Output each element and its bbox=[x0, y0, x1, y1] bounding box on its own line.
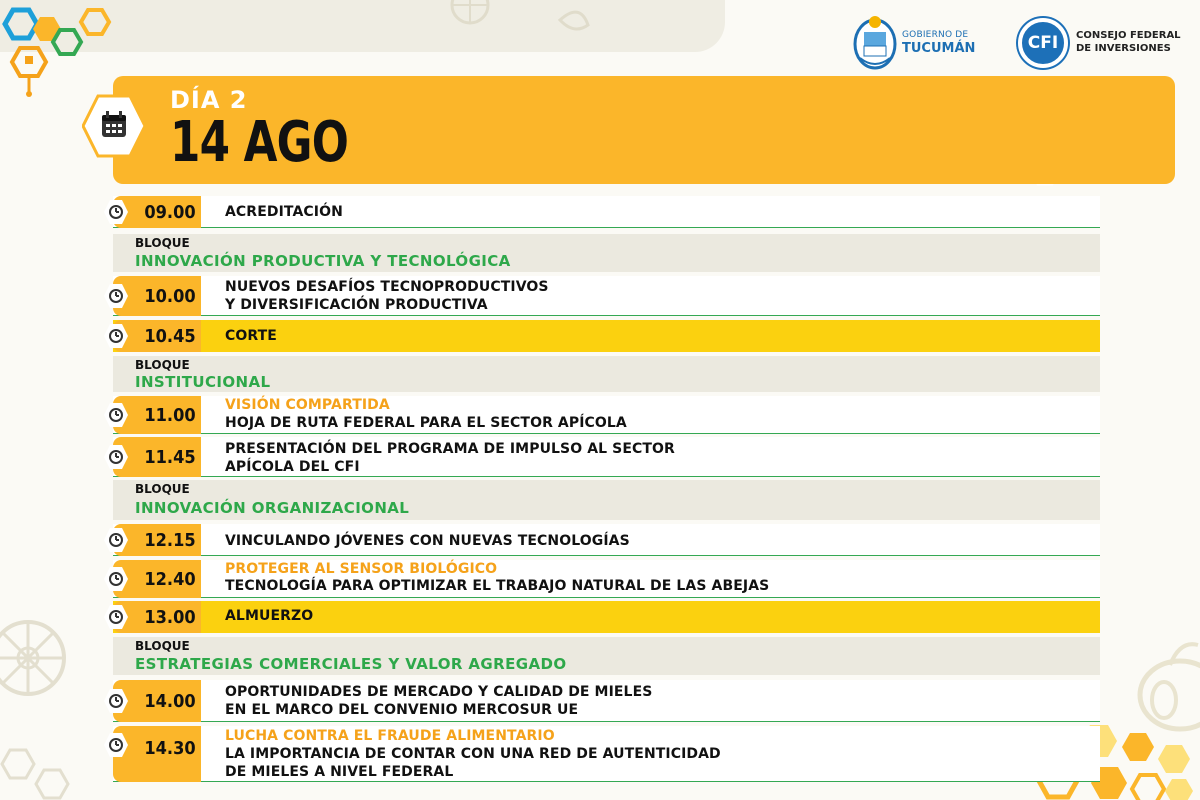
time-label: 11.45 bbox=[144, 447, 196, 468]
session-title-line1: LA IMPORTANCIA DE CONTAR CON UNA RED DE AUTENTICIDAD bbox=[225, 746, 721, 762]
clock-icon bbox=[103, 444, 129, 470]
clock-icon bbox=[103, 199, 129, 225]
schedule-row-lunch bbox=[113, 601, 1100, 633]
clock-icon bbox=[103, 402, 129, 428]
flower-decoration-top bbox=[450, 0, 590, 40]
time-label: 10.45 bbox=[144, 326, 196, 347]
time-label: 09.00 bbox=[144, 202, 196, 223]
schedule-row bbox=[113, 437, 1100, 477]
schedule-row bbox=[113, 524, 1100, 556]
clock-icon bbox=[103, 323, 129, 349]
session-title-line1: NUEVOS DESAFÍOS TECNOPRODUCTIVOS bbox=[225, 279, 549, 295]
schedule-row bbox=[113, 276, 1100, 316]
session-title-line2: EN EL MARCO DEL CONVENIO MERCOSUR UE bbox=[225, 702, 579, 718]
honeycomb-decoration-top-left bbox=[0, 0, 130, 100]
block-header bbox=[113, 480, 1100, 520]
block-label: BLOQUE bbox=[135, 358, 190, 372]
clock-icon bbox=[103, 688, 129, 714]
schedule-row bbox=[113, 196, 1100, 228]
logo-gobierno-tucuman bbox=[852, 12, 982, 70]
logo-cfi bbox=[1018, 18, 1188, 70]
time-label: 14.00 bbox=[144, 691, 196, 712]
session-subtitle: PROTEGER AL SENSOR BIOLÓGICO bbox=[225, 561, 498, 577]
clock-icon bbox=[103, 604, 129, 630]
block-name: INNOVACIÓN PRODUCTIVA Y TECNOLÓGICA bbox=[135, 252, 511, 270]
session-title: HOJA DE RUTA FEDERAL PARA EL SECTOR APÍCOLA bbox=[225, 415, 627, 431]
time-label: 14.30 bbox=[144, 738, 196, 759]
block-name: INSTITUCIONAL bbox=[135, 373, 271, 391]
clock-icon bbox=[103, 527, 129, 553]
date-label: 14 AGO bbox=[170, 110, 349, 175]
session-title: TECNOLOGÍA PARA OPTIMIZAR EL TRABAJO NATURAL DE LAS ABEJAS bbox=[225, 578, 770, 594]
session-subtitle: LUCHA CONTRA EL FRAUDE ALIMENTARIO bbox=[225, 728, 555, 744]
block-name: INNOVACIÓN ORGANIZACIONAL bbox=[135, 499, 410, 517]
schedule-row bbox=[113, 396, 1100, 434]
schedule-row-break bbox=[113, 320, 1100, 352]
clock-icon bbox=[103, 283, 129, 309]
session-title: CORTE bbox=[225, 328, 277, 344]
schedule-row bbox=[113, 560, 1100, 598]
schedule-row bbox=[113, 726, 1100, 782]
session-title-line1: OPORTUNIDADES DE MERCADO Y CALIDAD DE MIELES bbox=[225, 684, 653, 700]
block-label: BLOQUE bbox=[135, 482, 190, 496]
session-title: ALMUERZO bbox=[225, 608, 314, 624]
clock-icon bbox=[103, 566, 129, 592]
clock-icon bbox=[103, 732, 129, 758]
cfi-logo-line1: CONSEJO FEDERAL bbox=[1076, 30, 1181, 41]
time-label: 11.00 bbox=[144, 405, 196, 426]
tucuman-logo-line2: TUCUMÁN bbox=[902, 41, 976, 56]
block-label: BLOQUE bbox=[135, 639, 190, 653]
schedule-row bbox=[113, 680, 1100, 722]
tucuman-seal-icon bbox=[852, 12, 898, 70]
cfi-logo-line2: DE INVERSIONES bbox=[1076, 43, 1171, 54]
block-header bbox=[113, 234, 1100, 272]
session-title: VINCULANDO JÓVENES CON NUEVAS TECNOLOGÍAS bbox=[225, 533, 630, 549]
session-title-line2: APÍCOLA DEL CFI bbox=[225, 459, 360, 475]
block-label: BLOQUE bbox=[135, 236, 190, 250]
time-label: 12.15 bbox=[144, 530, 196, 551]
flower-decoration-left bbox=[0, 600, 90, 800]
session-title-line1: PRESENTACIÓN DEL PROGRAMA DE IMPULSO AL SECTOR bbox=[225, 441, 675, 457]
session-title-line2: DE MIELES A NIVEL FEDERAL bbox=[225, 764, 454, 780]
block-name: ESTRATEGIAS COMERCIALES Y VALOR AGREGADO bbox=[135, 655, 567, 673]
time-label: 13.00 bbox=[144, 607, 196, 628]
day-label: DÍA 2 bbox=[170, 86, 248, 114]
block-header bbox=[113, 637, 1100, 675]
session-title-line2: Y DIVERSIFICACIÓN PRODUCTIVA bbox=[225, 297, 488, 313]
session-subtitle: VISIÓN COMPARTIDA bbox=[225, 397, 390, 413]
session-title: ACREDITACIÓN bbox=[225, 204, 343, 220]
tucuman-logo-line1: GOBIERNO DE bbox=[902, 30, 969, 40]
time-label: 10.00 bbox=[144, 286, 196, 307]
cfi-logo-mark: CFI bbox=[1018, 18, 1068, 68]
calendar-icon bbox=[82, 93, 146, 159]
block-header bbox=[113, 356, 1100, 392]
time-label: 12.40 bbox=[144, 569, 196, 590]
